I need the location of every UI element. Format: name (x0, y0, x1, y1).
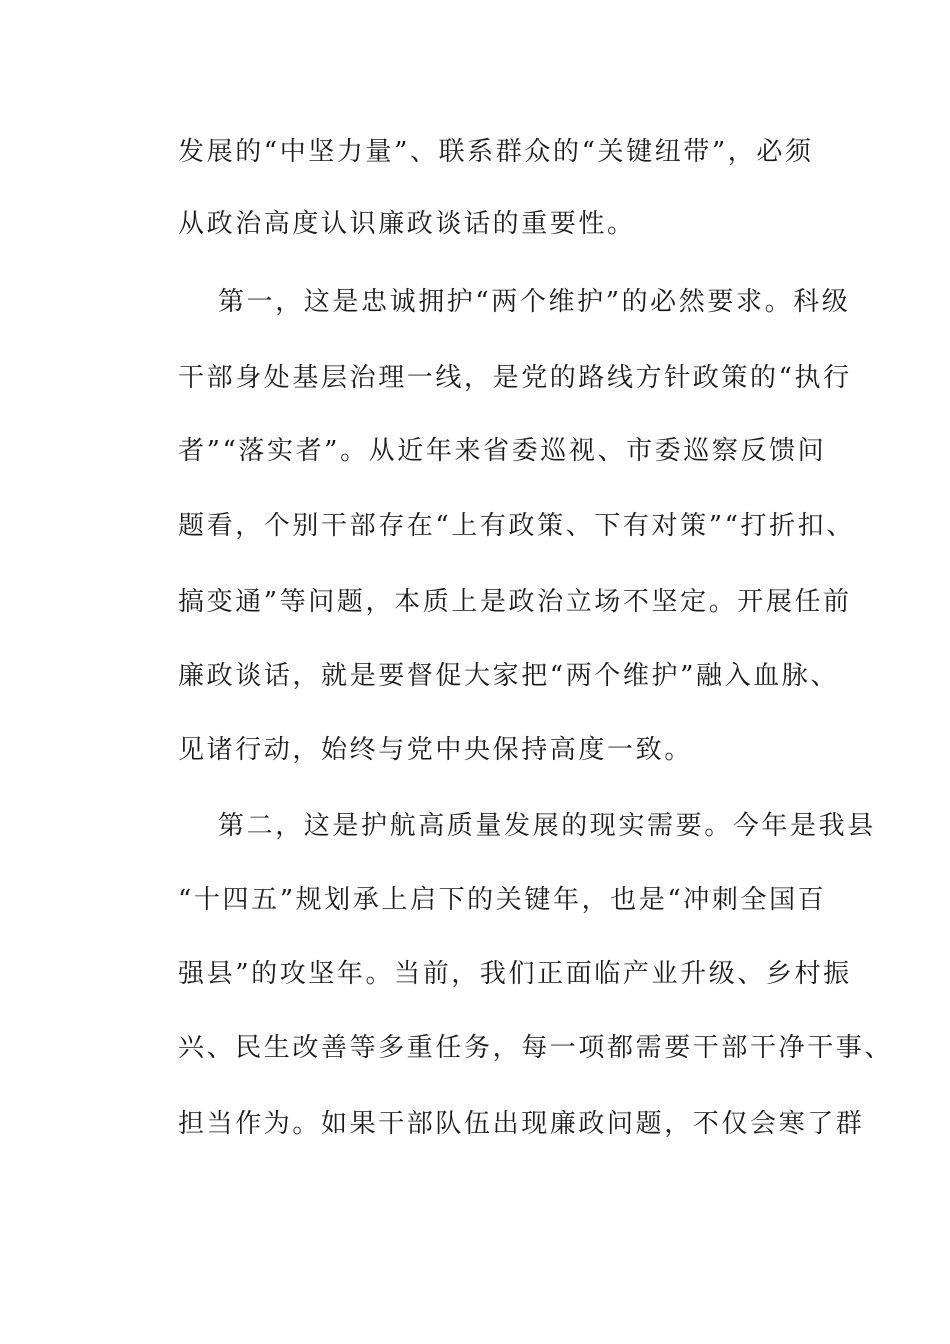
text-line-4: 干部身处基层治理一线，是党的路线方针政策的“执行 (178, 363, 852, 393)
text-line-1: 发展的“中坚力量”、联系群众的“关键纽带”，必须 (178, 137, 814, 167)
text-line-7: 搞变通”等问题，本质上是政治立场不坚定。开展任前 (178, 587, 852, 617)
text-line-9: 见诸行动，始终与党中央保持高度一致。 (178, 735, 693, 765)
text-line-5: 者”“落实者”。从近年来省委巡视、市委巡察反馈问 (178, 436, 827, 466)
text-line-8: 廉政谈话，就是要督促大家把“两个维护”融入血脉、 (178, 661, 839, 691)
paragraph-2-line-1: 第二，这是护航高质量发展的现实需要。今年是我县 (218, 811, 876, 841)
text-line-14: 担当作为。如果干部队伍出现廉政问题，不仅会寒了群 (178, 1109, 865, 1139)
paragraph-1-line-1: 第一，这是忠诚拥护“两个维护”的必然要求。科级 (218, 287, 851, 317)
text-line-12: 强县”的攻坚年。当前，我们正面临产业升级、乡村振 (178, 959, 852, 989)
text-line-2: 从政治高度认识廉政谈话的重要性。 (178, 209, 636, 239)
text-line-6: 题看，个别干部存在“上有政策、下有对策”“打折扣、 (178, 511, 855, 541)
text-line-11: “十四五”规划承上启下的关键年，也是“冲刺全国百 (178, 885, 827, 915)
text-line-13: 兴、民生改善等多重任务，每一项都需要干部干净干事、 (178, 1033, 894, 1063)
